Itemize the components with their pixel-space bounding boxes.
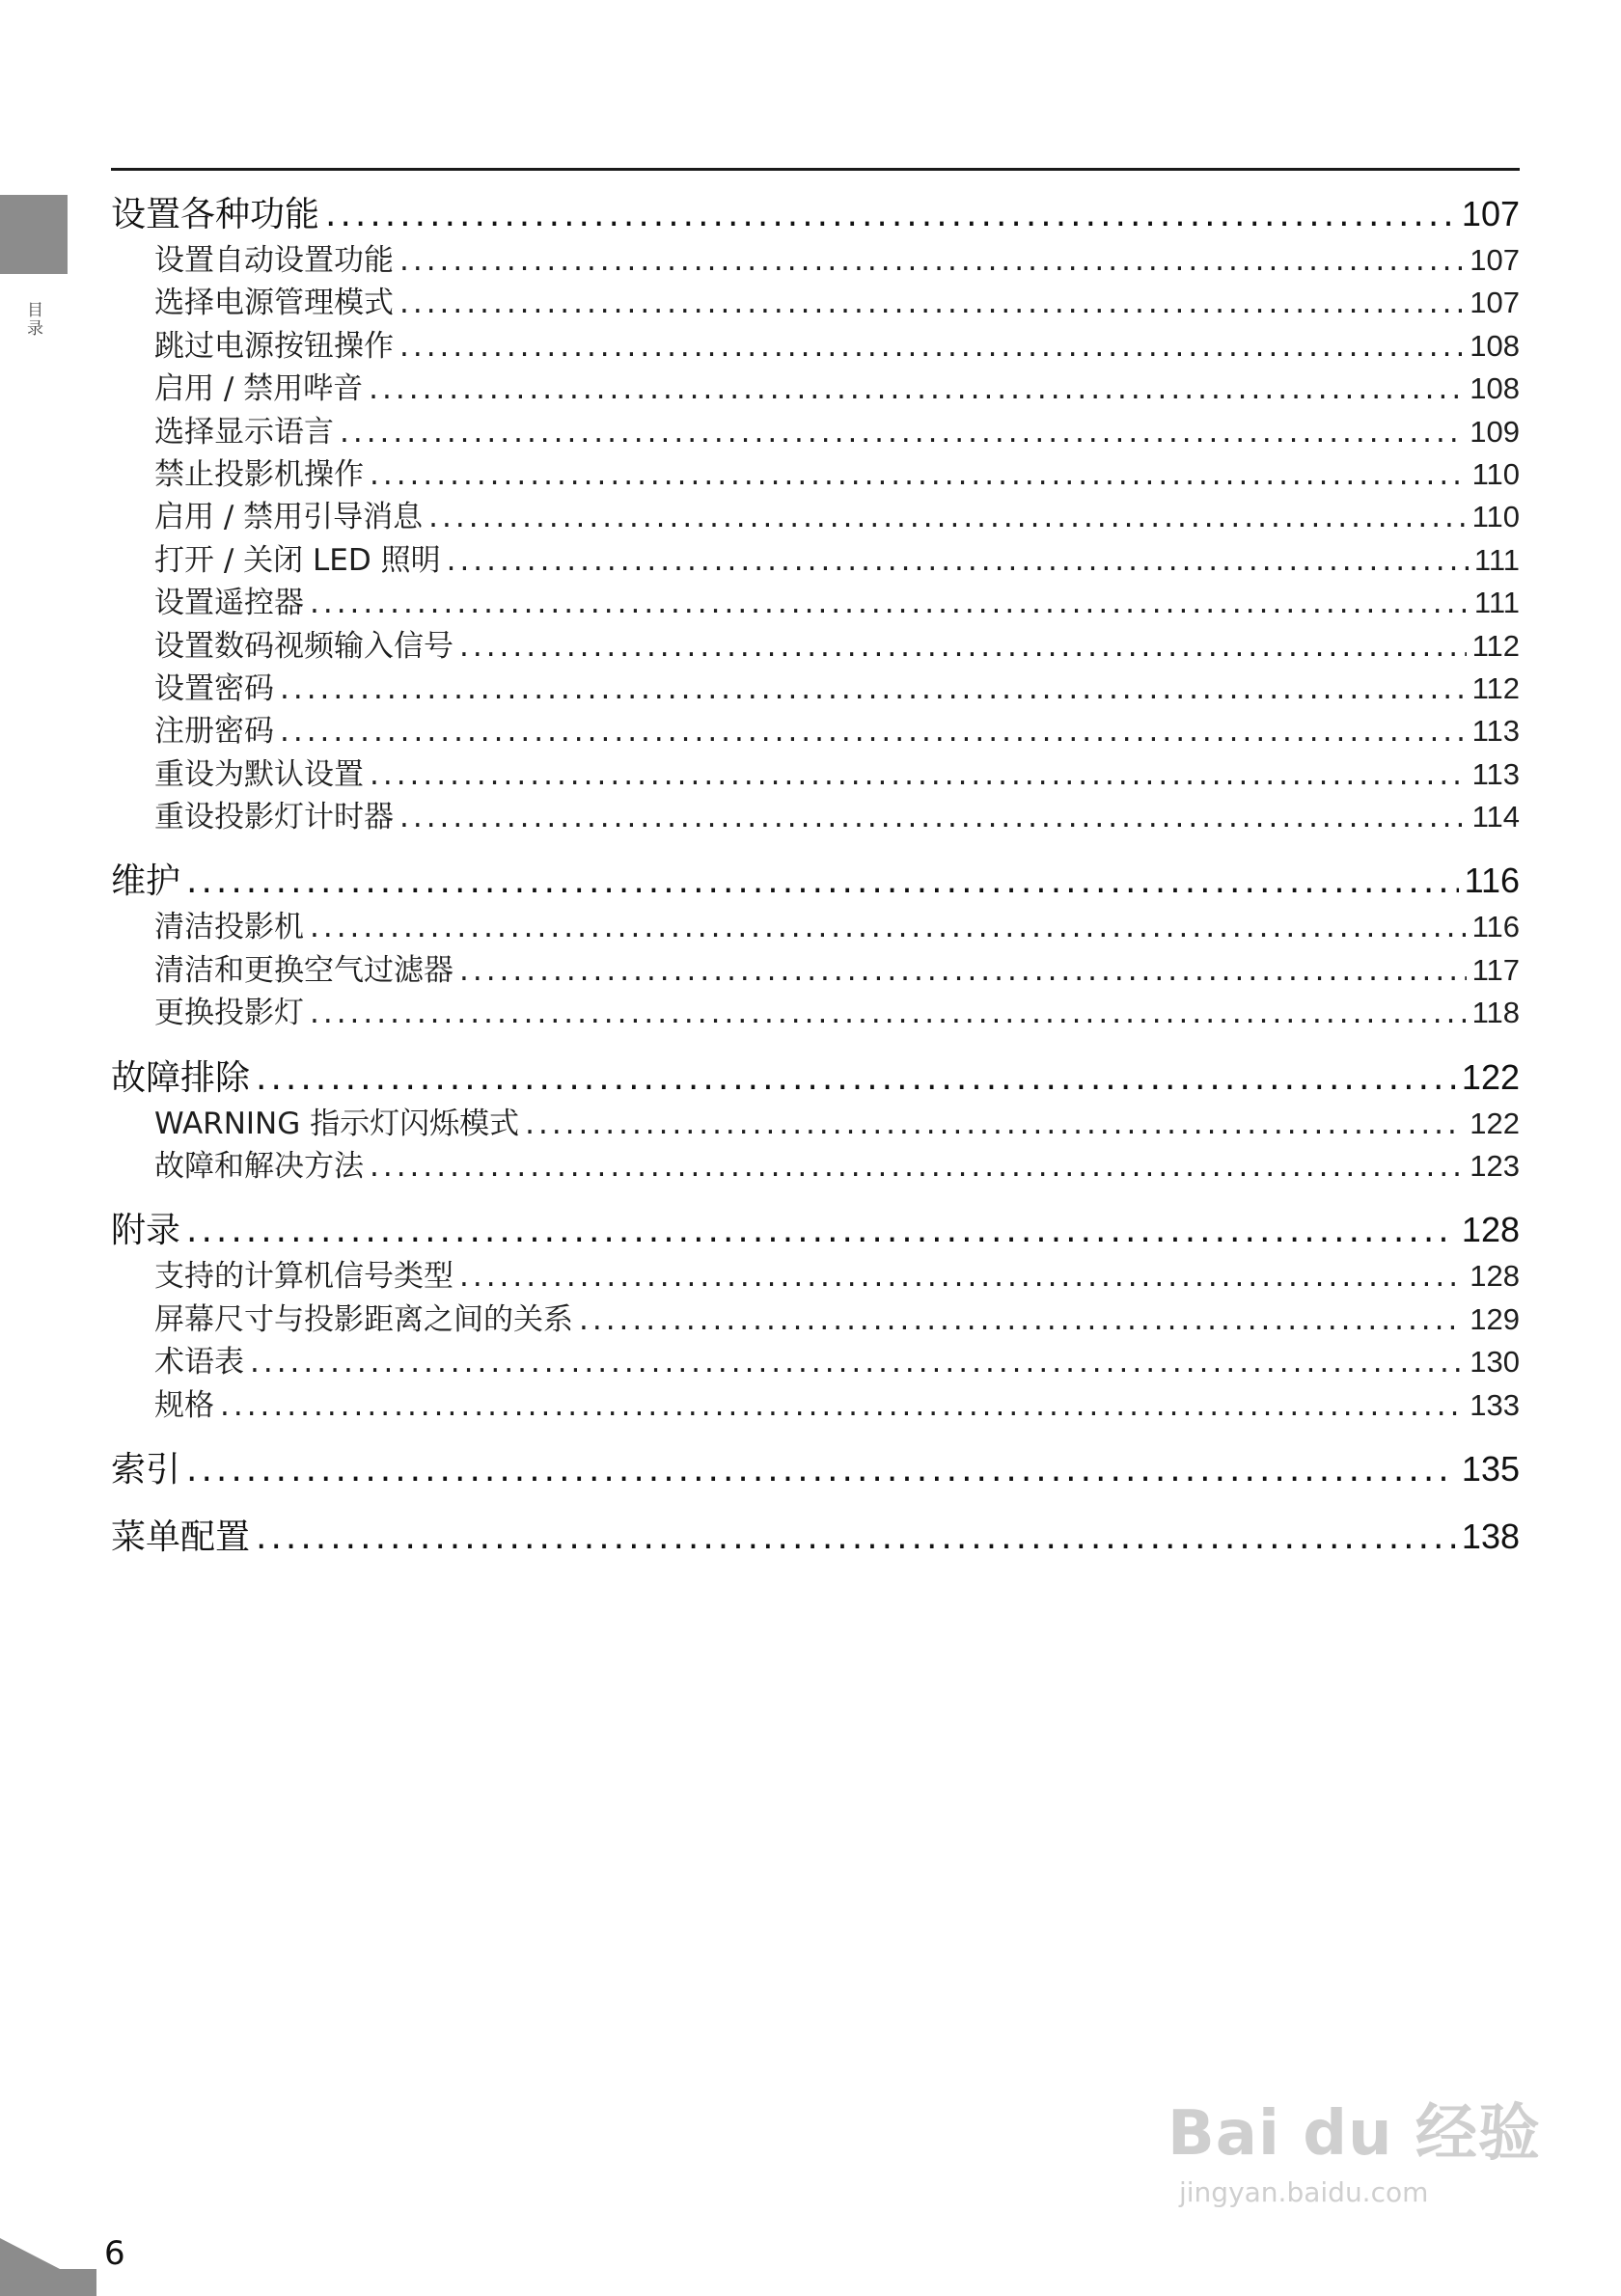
toc-page-number: 128 <box>1461 1210 1520 1250</box>
toc-page-number: 107 <box>1461 194 1520 233</box>
toc-section <box>111 1052 1520 1189</box>
dot-leader <box>186 1445 1456 1495</box>
toc-sub-entry[interactable] <box>111 539 1520 582</box>
toc-sub-title: 跳过电源按钮操作 <box>154 328 394 364</box>
toc-main-title: 设置各种功能 <box>111 195 320 234</box>
dot-leader <box>447 539 1469 582</box>
dot-leader <box>459 949 1467 992</box>
toc-sub-entry[interactable] <box>111 992 1520 1034</box>
toc-sub-entry[interactable] <box>111 1103 1520 1145</box>
dot-leader <box>256 1053 1456 1104</box>
toc-sub-entry[interactable] <box>111 1255 1520 1298</box>
toc-section <box>111 189 1520 838</box>
dot-leader <box>310 582 1469 624</box>
toc-sub-entry[interactable] <box>111 453 1520 496</box>
toc-page-number: 123 <box>1470 1149 1520 1184</box>
side-tab-marker <box>0 195 68 274</box>
toc-sub-entry[interactable] <box>111 368 1520 410</box>
dot-leader <box>459 1255 1464 1298</box>
toc-sub-title: 打开 / 关闭 LED 照明 <box>154 542 441 578</box>
dot-leader <box>186 1206 1456 1256</box>
watermark-url: jingyan.baidu.com <box>1179 2176 1429 2208</box>
toc-page-number: 110 <box>1471 500 1520 534</box>
toc-sub-title: 禁止投影机操作 <box>154 456 364 492</box>
dot-leader <box>310 906 1467 948</box>
toc-main-entry[interactable] <box>111 189 1520 239</box>
toc-sub-entry[interactable] <box>111 625 1520 668</box>
toc-sub-title: 选择电源管理模式 <box>154 286 394 321</box>
toc-sub-title: 设置密码 <box>154 670 274 706</box>
toc-sub-title: 清洁投影机 <box>154 910 304 945</box>
toc-page-number: 108 <box>1470 371 1520 406</box>
dot-leader <box>325 190 1456 240</box>
dot-leader <box>186 857 1459 907</box>
toc-sub-entry[interactable] <box>111 239 1520 282</box>
toc-page-number: 107 <box>1470 243 1520 277</box>
toc-sub-title: 重设为默认设置 <box>154 756 364 792</box>
dot-leader <box>370 1145 1464 1188</box>
toc-sub-title: 重设投影灯计时器 <box>154 800 394 835</box>
toc-sub-entry[interactable] <box>111 496 1520 538</box>
toc-main-title: 维护 <box>111 861 181 902</box>
toc-sub-title: 故障和解决方法 <box>154 1149 364 1185</box>
toc-section <box>111 1205 1520 1427</box>
dot-leader <box>340 411 1464 453</box>
toc-page-number: 116 <box>1464 861 1520 901</box>
toc-page-number: 114 <box>1471 800 1520 834</box>
toc-sub-title: 规格 <box>154 1387 214 1423</box>
watermark-logo-text: Bai du 经验 <box>1168 2098 1541 2170</box>
toc-sub-entry[interactable] <box>111 411 1520 453</box>
dot-leader <box>220 1384 1464 1427</box>
dot-leader <box>370 753 1467 796</box>
dot-leader <box>280 710 1467 752</box>
dot-leader <box>399 796 1467 838</box>
dot-leader <box>525 1103 1464 1145</box>
toc-page-number: 129 <box>1470 1301 1520 1336</box>
dot-leader <box>280 668 1467 710</box>
toc-page-number: 138 <box>1461 1516 1520 1556</box>
toc-sub-entry[interactable] <box>111 282 1520 324</box>
toc-page-number: 108 <box>1470 328 1520 363</box>
toc-page-number: 133 <box>1470 1387 1520 1422</box>
toc-sub-entry[interactable] <box>111 582 1520 624</box>
page-number: 6 <box>104 2234 125 2273</box>
header-rule <box>111 168 1520 171</box>
toc-section <box>111 1512 1520 1562</box>
toc-sub-entry[interactable] <box>111 1384 1520 1427</box>
toc-sub-entry[interactable] <box>111 753 1520 796</box>
toc-page-number: 116 <box>1471 910 1520 944</box>
toc-page-number: 122 <box>1461 1056 1520 1097</box>
toc-main-title: 附录 <box>111 1211 181 1251</box>
toc-main-entry[interactable] <box>111 1205 1520 1255</box>
toc-page-number: 110 <box>1471 456 1520 491</box>
toc-sub-entry[interactable] <box>111 949 1520 992</box>
dot-leader <box>310 992 1467 1034</box>
toc-sub-entry[interactable] <box>111 1341 1520 1383</box>
toc-sub-title: 术语表 <box>154 1345 244 1380</box>
dot-leader <box>428 496 1466 538</box>
toc-page-number: 112 <box>1471 670 1520 705</box>
toc-page-number: 117 <box>1471 952 1520 987</box>
dot-leader <box>579 1298 1464 1341</box>
toc-page-number: 111 <box>1473 542 1520 577</box>
toc-page-number: 130 <box>1470 1345 1520 1380</box>
toc-sub-title: 选择显示语言 <box>154 414 334 450</box>
dot-leader <box>250 1341 1464 1383</box>
toc-page-number: 135 <box>1461 1448 1520 1489</box>
toc-page-number: 113 <box>1471 714 1520 749</box>
toc-sub-title: WARNING 指示灯闪烁模式 <box>154 1106 520 1141</box>
toc-main-title: 菜单配置 <box>111 1517 251 1557</box>
toc-sub-title: 注册密码 <box>154 714 274 750</box>
toc-sub-title: 屏幕尺寸与投影距离之间的关系 <box>154 1301 573 1337</box>
toc-sub-entry[interactable] <box>111 796 1520 838</box>
toc-sub-title: 清洁和更换空气过滤器 <box>154 952 453 988</box>
toc-sub-title: 更换投影灯 <box>154 996 304 1031</box>
toc-main-entry[interactable] <box>111 1512 1520 1562</box>
dot-leader <box>399 239 1464 282</box>
toc-page-number: 122 <box>1470 1106 1520 1140</box>
toc-sub-entry[interactable] <box>111 1145 1520 1188</box>
toc-main-entry[interactable] <box>111 1444 1520 1494</box>
toc-main-entry[interactable] <box>111 1052 1520 1103</box>
dot-leader <box>399 282 1464 324</box>
toc-sub-entry[interactable] <box>111 906 1520 948</box>
toc-page-number: 111 <box>1473 586 1520 620</box>
dot-leader <box>256 1513 1456 1563</box>
toc-page-number: 109 <box>1470 414 1520 449</box>
dot-leader <box>459 625 1467 668</box>
toc-section <box>111 1444 1520 1494</box>
toc-sub-title: 启用 / 禁用哔音 <box>154 371 364 407</box>
table-of-contents <box>111 189 1520 1579</box>
toc-main-entry[interactable] <box>111 856 1520 906</box>
side-tab-label: 目录 <box>23 301 42 338</box>
toc-main-title: 索引 <box>111 1449 181 1490</box>
toc-sub-entry[interactable] <box>111 1298 1520 1341</box>
dot-leader <box>370 453 1467 496</box>
toc-sub-entry[interactable] <box>111 325 1520 368</box>
toc-page-number: 112 <box>1471 628 1520 663</box>
toc-page-number: 118 <box>1471 996 1520 1030</box>
toc-sub-title: 设置遥控器 <box>154 586 304 621</box>
toc-page-number: 113 <box>1471 756 1520 791</box>
toc-section <box>111 856 1520 1034</box>
toc-sub-title: 支持的计算机信号类型 <box>154 1259 453 1295</box>
watermark <box>1168 2084 1553 2208</box>
toc-sub-entry[interactable] <box>111 668 1520 710</box>
toc-sub-title: 设置数码视频输入信号 <box>154 628 453 664</box>
toc-page-number: 128 <box>1470 1259 1520 1294</box>
footer-bar <box>0 2269 96 2296</box>
toc-main-title: 故障排除 <box>111 1057 251 1098</box>
toc-page-number: 107 <box>1470 286 1520 320</box>
dot-leader <box>369 368 1464 410</box>
dot-leader <box>399 325 1464 368</box>
footer-corner-marker <box>0 2238 60 2269</box>
toc-sub-title: 启用 / 禁用引导消息 <box>154 500 424 535</box>
toc-sub-entry[interactable] <box>111 710 1520 752</box>
toc-sub-title: 设置自动设置功能 <box>154 243 394 278</box>
